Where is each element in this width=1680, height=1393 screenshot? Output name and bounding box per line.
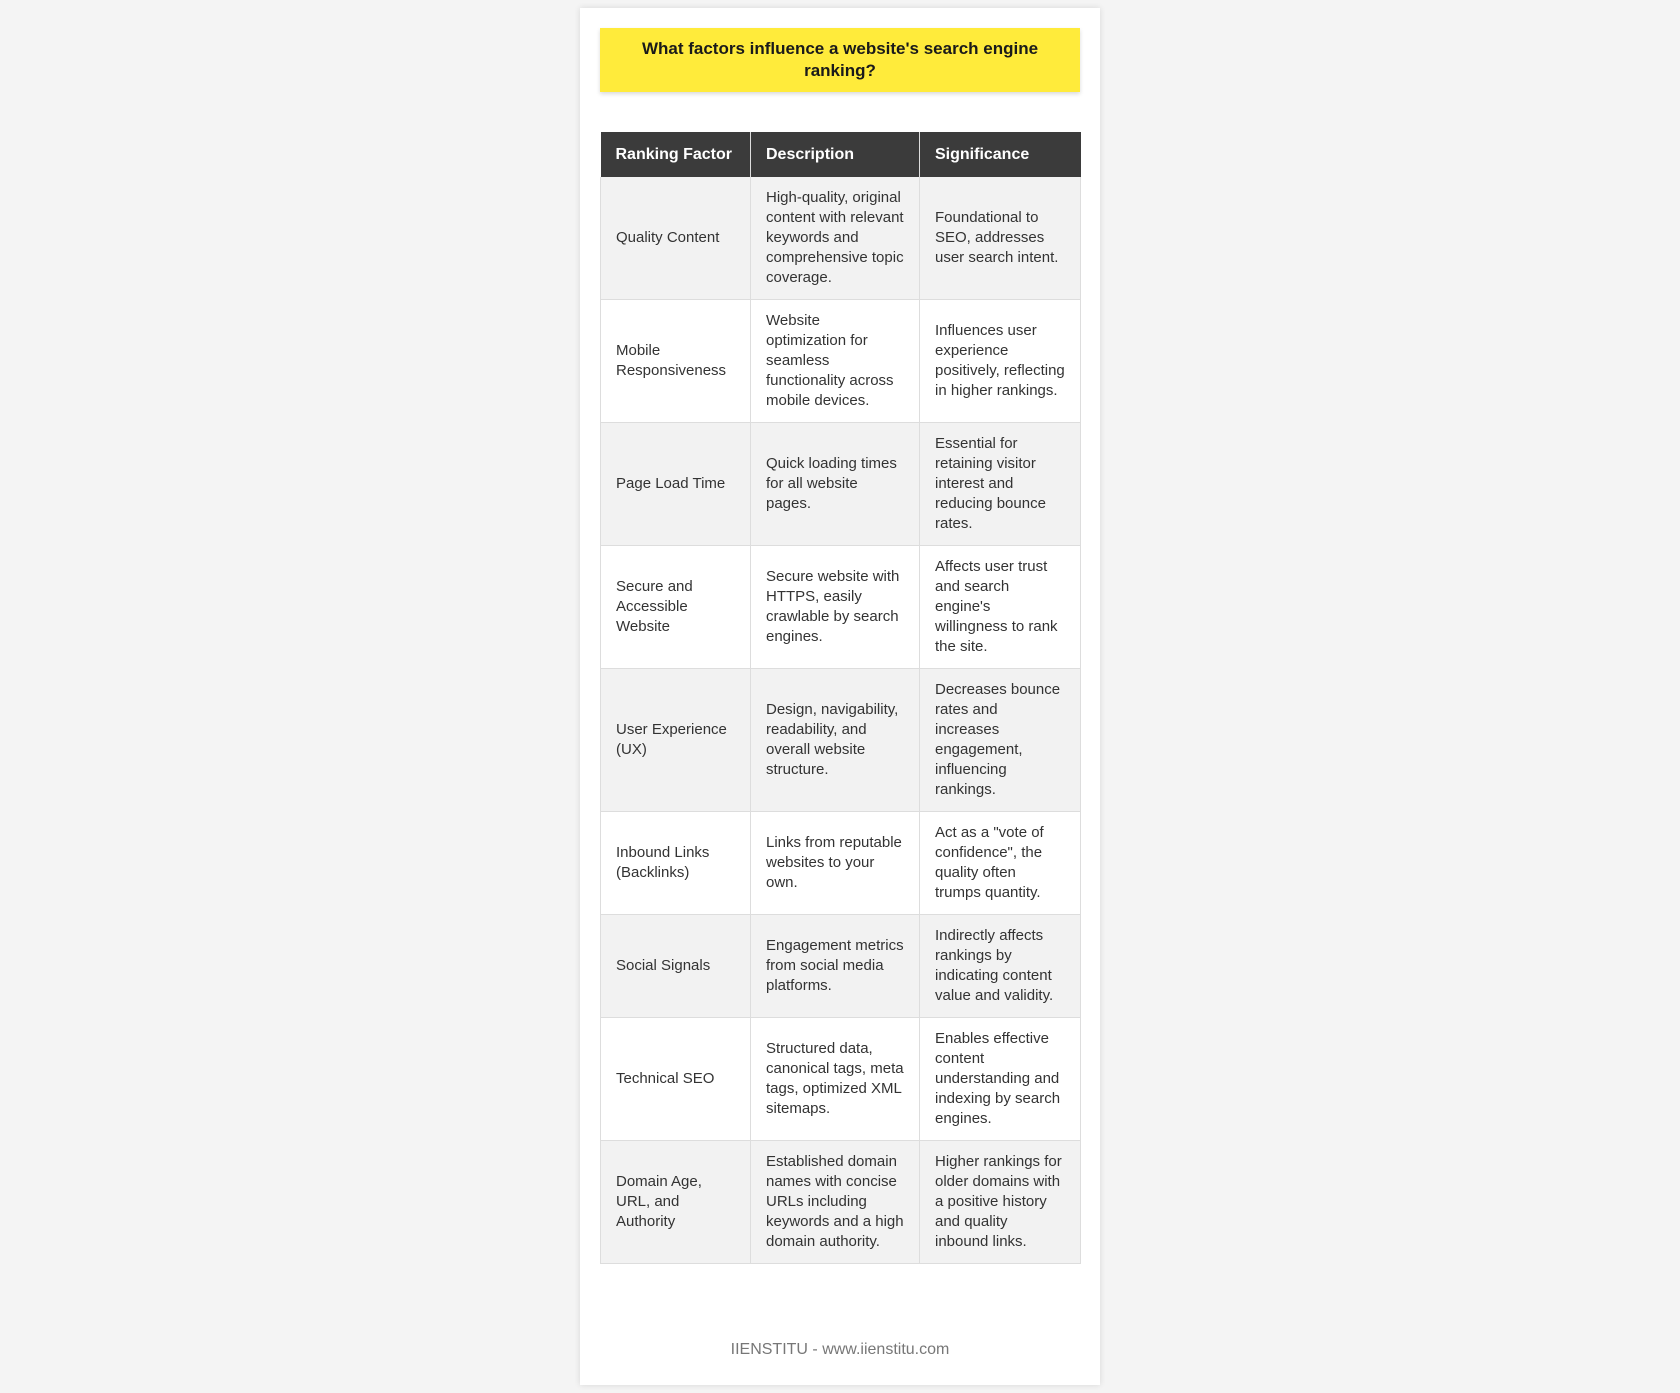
ranking-factors-table bbox=[600, 132, 1081, 1264]
ranking-factor-cell: Secure and Accessible Website bbox=[601, 546, 751, 669]
significance-cell: Essential for retaining visitor interest and reducing bounce rates. bbox=[920, 423, 1081, 546]
table-row bbox=[601, 812, 1081, 915]
significance-cell: Higher rankings for older domains with a positive history and quality inbound links. bbox=[920, 1141, 1081, 1264]
description-cell: Structured data, canonical tags, meta tags, optimized XML sitemaps. bbox=[751, 1018, 920, 1141]
table-row bbox=[601, 915, 1081, 1018]
significance-cell: Act as a "vote of confidence", the quality often trumps quantity. bbox=[920, 812, 1081, 915]
description-cell: Design, navigability, readability, and overall website structure. bbox=[751, 669, 920, 812]
ranking-factor-cell: Technical SEO bbox=[601, 1018, 751, 1141]
column-header-description: Description bbox=[751, 132, 920, 177]
ranking-factor-cell: Domain Age, URL, and Authority bbox=[601, 1141, 751, 1264]
description-cell: Quick loading times for all website pages. bbox=[751, 423, 920, 546]
table-row bbox=[601, 669, 1081, 812]
description-cell: Engagement metrics from social media platforms. bbox=[751, 915, 920, 1018]
ranking-factor-cell: Inbound Links (Backlinks) bbox=[601, 812, 751, 915]
footer-credit: IIENSTITU - www.iienstitu.com bbox=[730, 1341, 950, 1358]
table-row bbox=[601, 423, 1081, 546]
ranking-factor-cell: Quality Content bbox=[601, 177, 751, 300]
column-header-significance: Significance bbox=[920, 132, 1081, 177]
significance-cell: Indirectly affects rankings by indicating content value and validity. bbox=[920, 915, 1081, 1018]
ranking-factor-cell: Social Signals bbox=[601, 915, 751, 1018]
description-cell: Website optimization for seamless functionality across mobile devices. bbox=[751, 300, 920, 423]
page-title: What factors influence a website's search engine ranking? bbox=[641, 39, 1039, 80]
description-cell: High-quality, original content with relevant keywords and comprehensive topic coverage. bbox=[751, 177, 920, 300]
significance-cell: Affects user trust and search engine's willingness to rank the site. bbox=[920, 546, 1081, 669]
ranking-factor-cell: Page Load Time bbox=[601, 423, 751, 546]
significance-cell: Foundational to SEO, addresses user search intent. bbox=[920, 177, 1081, 300]
significance-cell: Enables effective content understanding and indexing by search engines. bbox=[920, 1018, 1081, 1141]
table-row bbox=[601, 300, 1081, 423]
description-cell: Secure website with HTTPS, easily crawlable by search engines. bbox=[751, 546, 920, 669]
ranking-factor-cell: Mobile Responsiveness bbox=[601, 300, 751, 423]
table-header-row bbox=[601, 132, 1081, 177]
significance-cell: Influences user experience positively, reflecting in higher rankings. bbox=[920, 300, 1081, 423]
significance-cell: Decreases bounce rates and increases engagement, influencing rankings. bbox=[920, 669, 1081, 812]
table-row bbox=[601, 177, 1081, 300]
description-cell: Established domain names with concise URLs including keywords and a high domain authority. bbox=[751, 1141, 920, 1264]
table-row bbox=[601, 1018, 1081, 1141]
table-row bbox=[601, 1141, 1081, 1264]
description-cell: Links from reputable websites to your own. bbox=[751, 812, 920, 915]
content-card bbox=[580, 8, 1100, 1385]
column-header-ranking-factor: Ranking Factor bbox=[601, 132, 751, 177]
table-row bbox=[601, 546, 1081, 669]
ranking-factor-cell: User Experience (UX) bbox=[601, 669, 751, 812]
title-banner bbox=[600, 28, 1080, 92]
